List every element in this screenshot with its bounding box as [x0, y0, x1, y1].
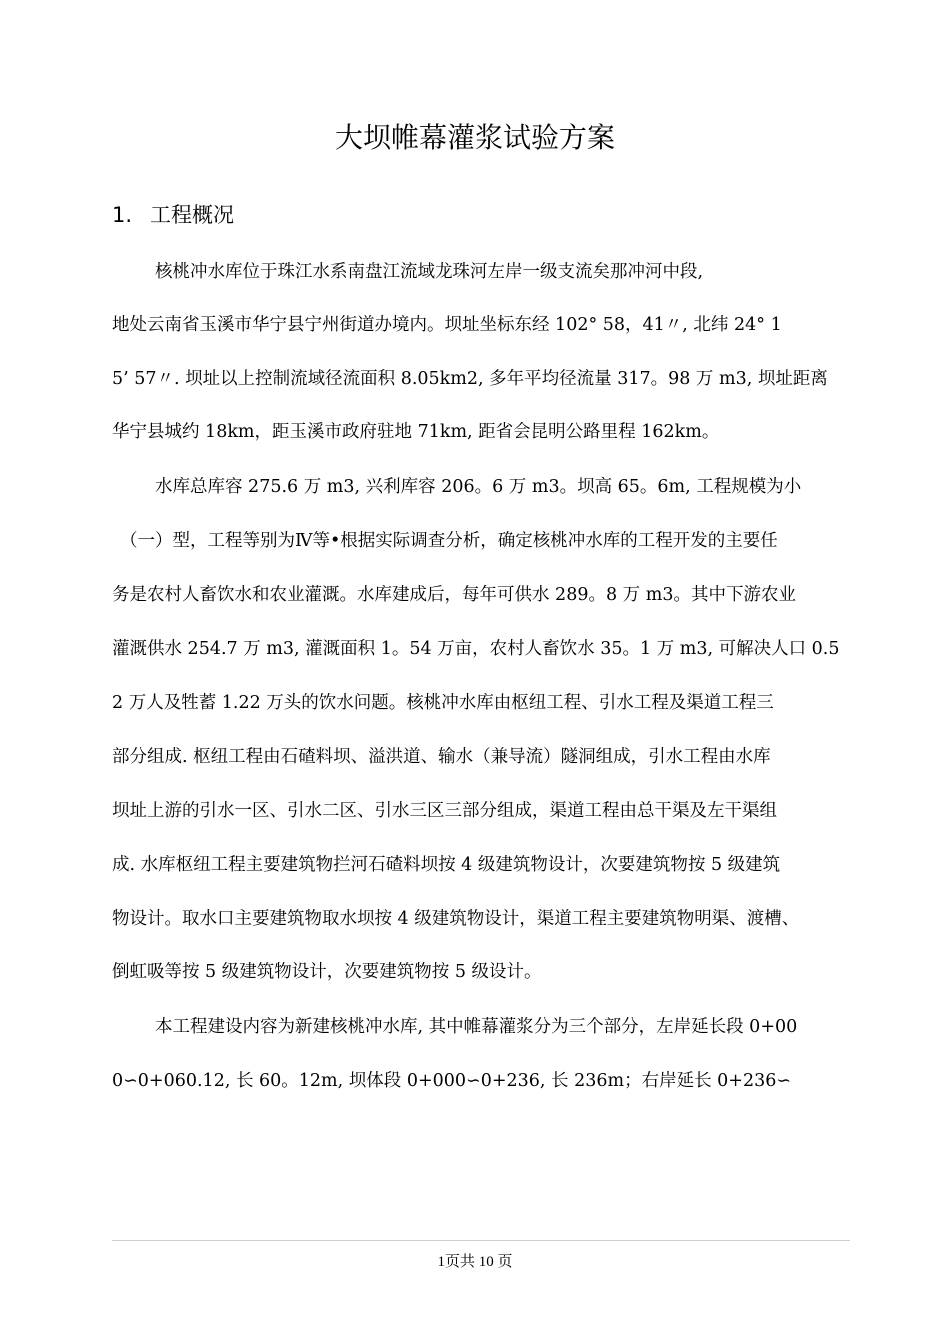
paragraph-line: 灌溉供水 254.7 万 m3, 灌溉面积 1。54 万亩，农村人畜饮水 35。1 万 m3, 可解决人口 0.5: [112, 639, 840, 659]
paragraph-line: 5’ 57〃. 坝址以上控制流域径流面积 8.05km2, 多年平均径流量 317。98 万 m3, 坝址距离: [112, 369, 828, 389]
footer-divider: [112, 1240, 850, 1241]
paragraph-line: 本工程建设内容为新建核桃冲水库, 其中帷幕灌浆分为三个部分，左岸延长段 0+00: [155, 1017, 798, 1037]
paragraph-line: 倒虹吸等按 5 级建筑物设计，次要建筑物按 5 级设计。: [112, 962, 542, 982]
paragraph-line: 部分组成. 枢纽工程由石碴料坝、溢洪道、输水（兼导流）隧洞组成，引水工程由水库: [112, 747, 771, 767]
paragraph-line: 2 万人及牲蓄 1.22 万头的饮水问题。核桃冲水库由枢纽工程、引水工程及渠道工程三: [112, 693, 774, 713]
document-title: 大坝帷幕灌浆试验方案: [334, 121, 615, 154]
paragraph-line: 华宁县城约 18km，距玉溪市政府驻地 71km, 距省会昆明公路里程 162km。: [112, 422, 720, 442]
paragraph-line: 地处云南省玉溪市华宁县宁州街道办境内。坝址坐标东经 102° 58，41〃, 北纬 24° 1: [112, 315, 782, 335]
section-number: 1.: [112, 203, 133, 227]
section-heading: [112, 198, 234, 232]
paragraph-line: （一）型，工程等别为Ⅳ等•根据实际调查分析，确定核桃冲水库的工程开发的主要任: [120, 531, 778, 551]
paragraph-line: 物设计。取水口主要建筑物取水坝按 4 级建筑物设计，渠道工程主要建筑物明渠、渡槽、: [112, 909, 800, 929]
paragraph-line: 核桃冲水库位于珠江水系南盘江流域龙珠河左岸一级支流矣那冲河中段,: [155, 262, 704, 282]
section-title: 工程概况: [150, 203, 234, 227]
paragraph-line: 坝址上游的引水一区、引水二区、引水三区三部分组成，渠道工程由总干渠及左干渠组: [112, 801, 777, 821]
paragraph-line: 0∽0+060.12, 长 60。12m, 坝体段 0+000∽0+236, 长 236m；右岸延长 0+236∽: [112, 1071, 792, 1091]
paragraph-line: 水库总库容 275.6 万 m3, 兴利库容 206。6 万 m3。坝高 65。6m, 工程规模为小: [155, 477, 802, 497]
paragraph-line: 务是农村人畜饮水和农业灌溉。水库建成后，每年可供水 289。8 万 m3。其中下游农业: [112, 585, 796, 605]
page-number: 1页共 10 页: [437, 1254, 513, 1270]
paragraph-line: 成. 水库枢纽工程主要建筑物拦河石碴料坝按 4 级建筑物设计，次要建筑物按 5 级建筑: [112, 855, 781, 875]
